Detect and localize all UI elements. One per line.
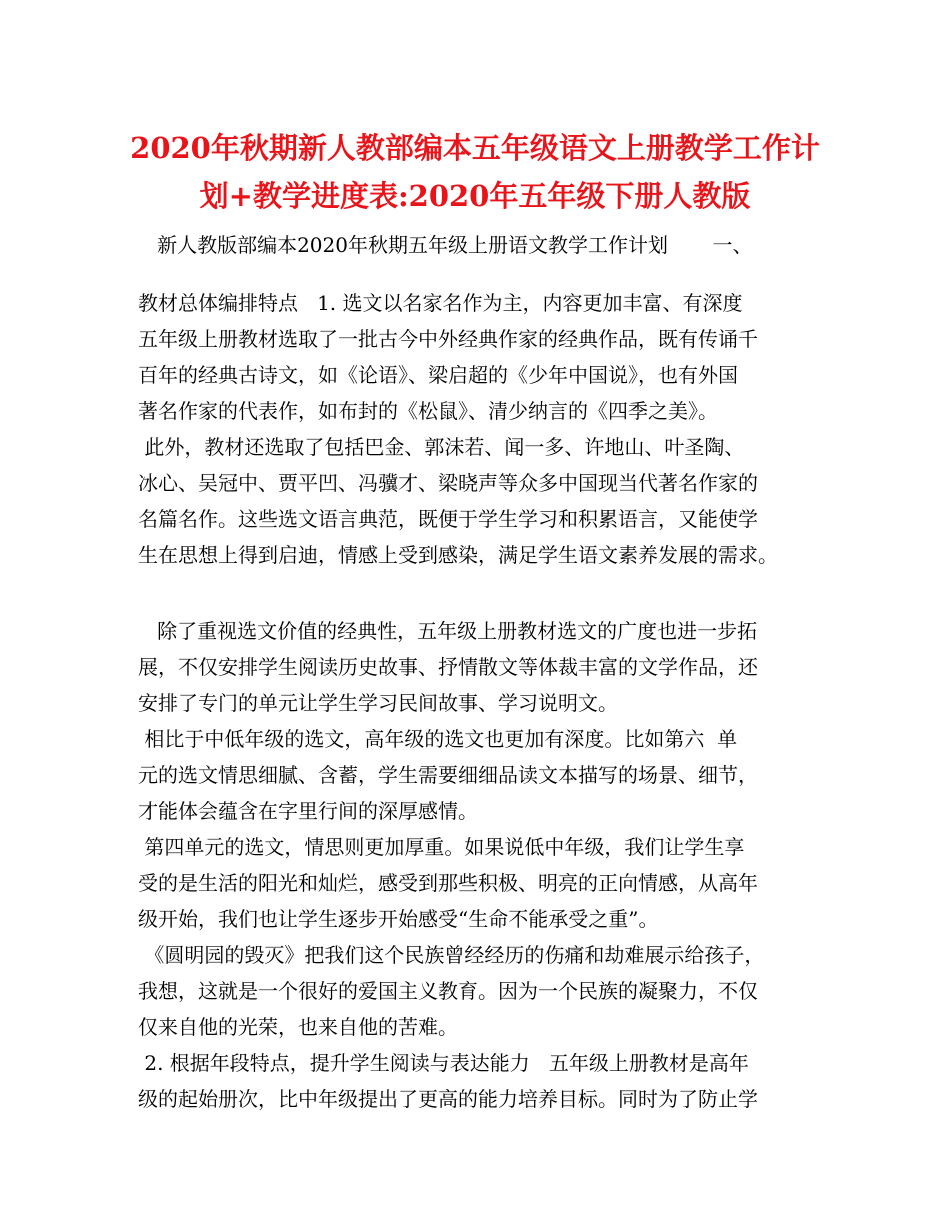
body-text-line: 《圆明园的毁灭》把我们这个民族曾经经历的伤痛和劫难展示给孩子，	[138, 943, 765, 967]
body-text-line: 第四单元的选文，情思则更加厚重。如果说低中年级，我们让学生享	[138, 835, 745, 859]
body-text-line: 受的是生活的阳光和灿烂，感受到那些积极、明亮的正向情感，从高年	[138, 871, 758, 895]
body-text-line: 除了重视选文价值的经典性，五年级上册教材选文的广度也进一步拓	[138, 619, 758, 643]
body-text-line: 安排了专门的单元让学生学习民间故事、学习说明文。	[138, 691, 618, 715]
body-text-line: 冰心、吴冠中、贾平凹、冯骥才、梁晓声等众多中国现当代著名作家的	[138, 471, 758, 495]
body-text-line: 级的起始册次，比中年级提出了更高的能力培养目标。同时为了防止学	[138, 1087, 758, 1111]
body-text-line: 生在思想上得到启迪，情感上受到感染，满足学生语文素养发展的需求。	[138, 543, 778, 567]
body-text-line: 元的选文情思细腻、含蓄，学生需要细细品读文本描写的场景、细节，	[138, 763, 758, 787]
body-text-line: 著名作家的代表作，如布封的《松鼠》、清少纳言的《四季之美》。	[138, 399, 718, 423]
body-text-line: 仅来自他的光荣，也来自他的苦难。	[138, 1015, 458, 1039]
body-text-line: 百年的经典古诗文，如《论语》、梁启超的《少年中国说》，也有外国	[138, 363, 738, 387]
body-text-line: 新人教版部编本2020年秋期五年级上册语文教学工作计划 一、	[138, 233, 753, 257]
body-text-line: 2. 根据年段特点，提升学生阅读与表达能力 五年级上册教材是高年	[138, 1051, 749, 1075]
body-text-line: 级开始，我们也让学生逐步开始感受“生命不能承受之重”。	[138, 907, 659, 931]
body-text-line: 我想，这就是一个很好的爱国主义教育。因为一个民族的凝聚力，不仅	[138, 979, 758, 1003]
body-text-line: 展，不仅安排学生阅读历史故事、抒情散文等体裁丰富的文学作品，还	[138, 655, 758, 679]
body-text-line: 五年级上册教材选取了一批古今中外经典作家的经典作品，既有传诵千	[138, 327, 758, 351]
body-text-line: 相比于中低年级的选文，高年级的选文也更加有深度。比如第六 单	[138, 727, 738, 751]
body-text-line: 名篇名作。这些选文语言典范，既便于学生学习和积累语言，又能使学	[138, 507, 758, 531]
body-text-line: 教材总体编排特点 1. 选文以名家名作为主，内容更加丰富、有深度	[138, 291, 743, 315]
document-title-line-2: 划+教学进度表:2020年五年级下册人教版	[199, 179, 751, 213]
body-text-line: 此外，教材还选取了包括巴金、郭沫若、闻一多、许地山、叶圣陶、	[138, 435, 745, 459]
body-text-line: 才能体会蕴含在字里行间的深厚感情。	[138, 799, 478, 823]
document-title-line-1: 2020年秋期新人教部编本五年级语文上册教学工作计	[130, 131, 820, 165]
